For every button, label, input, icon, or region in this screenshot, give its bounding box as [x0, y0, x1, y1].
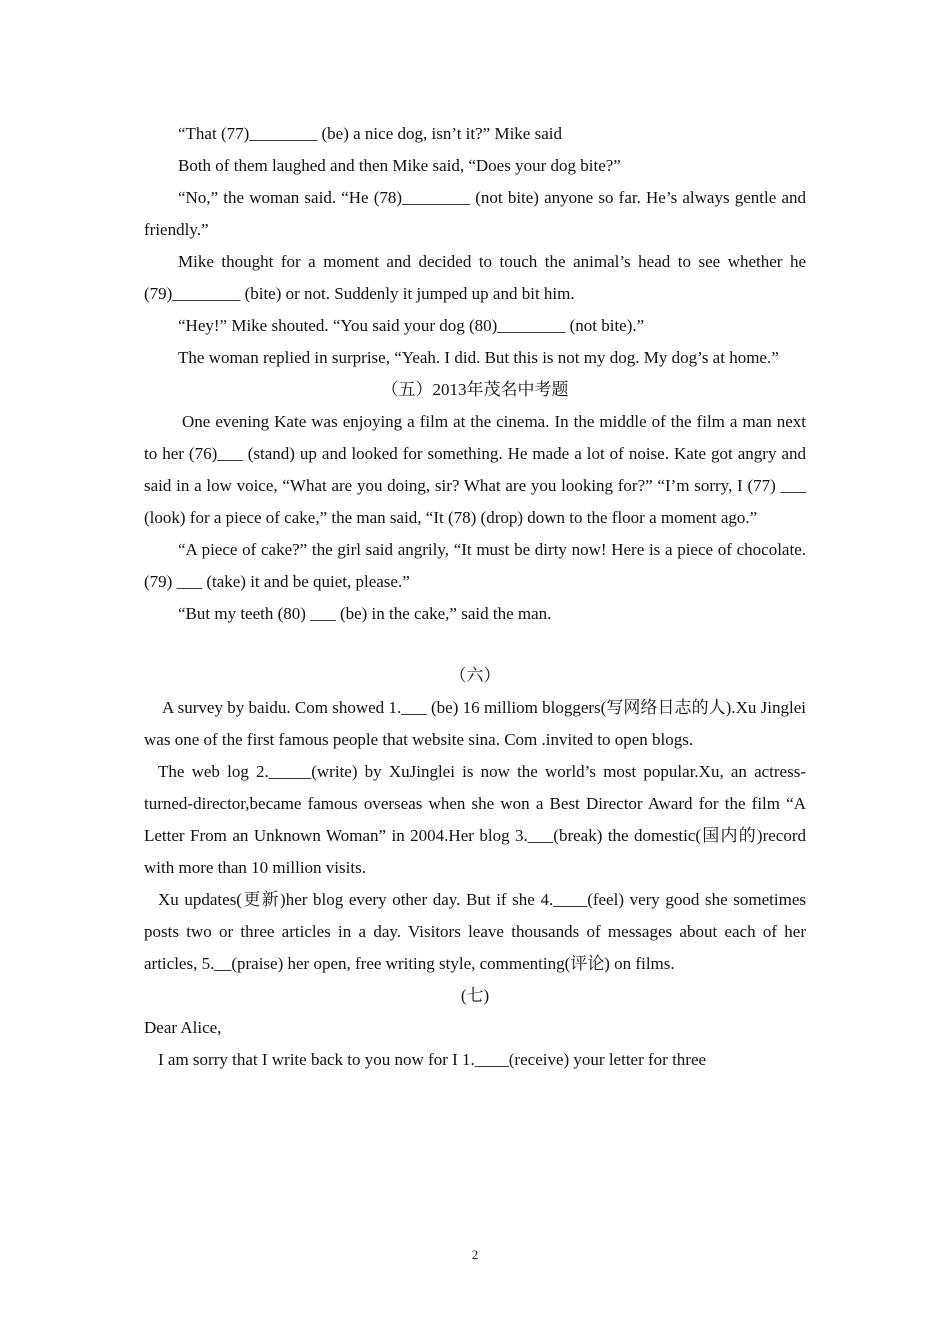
page-number: 2 [471, 1247, 479, 1262]
spacer [144, 630, 806, 660]
story-line: “No,” the woman said. “He (78)________ (not bite) anyone so far. He’s always gentle and friendly.” [144, 188, 806, 239]
story-line: The woman replied in surprise, “Yeah. I did. But this is not my dog. My dog’s at home.” [178, 348, 779, 367]
section6-paragraph: The web log 2._____(write) by XuJinglei is now the world’s most popular.Xu, an actress-turned-director,became famous overseas when she won a Best Director Award for the film “A Letter From an Unknown Woman” in 2004.Her blog 3.___(break) the domestic(国内的)record with more than 10 million visits. [144, 762, 806, 877]
section6-paragraph: A survey by baidu. Com showed 1.___ (be) 16 milliom bloggers(写网络日志的人).Xu Jinglei was one of the first famous people that website sina. Com .invited to open blogs. [144, 698, 806, 749]
section5-paragraph: “A piece of cake?” the girl said angrily, “It must be dirty now! Here is a piece of chocolate. (79) ___ (take) it and be quiet, please.” [144, 540, 806, 591]
letter-greeting: Dear Alice, [144, 1018, 222, 1037]
section5-paragraph: One evening Kate was enjoying a film at the cinema. In the middle of the film a man next to her (76)___ (stand) up and looked for something. He made a lot of noise. Kate got angry and said in a low voice, “What are you doing, sir? What are you looking for?” “I’m sorry, I (77) ___ (look) for a piece of cake,” the man said, “It (78) (drop) down to the floor a moment ago.” [144, 412, 806, 527]
letter-paragraph: I am sorry that I write back to you now for I 1.____(receive) your letter for three [158, 1050, 707, 1069]
section-heading-7: (七) [460, 986, 490, 1005]
story-line: “That (77)________ (be) a nice dog, isn’t it?” Mike said [178, 124, 562, 143]
section-heading-5: （五）2013年茂名中考题 [381, 380, 569, 399]
section5-paragraph: “But my teeth (80) ___ (be) in the cake,” said the man. [178, 604, 552, 623]
story-line: Both of them laughed and then Mike said, “Does your dog bite?” [178, 156, 621, 175]
section6-paragraph: Xu updates(更新)her blog every other day. But if she 4.____(feel) very good she sometimes posts two or three articles in a day. Visitors leave thousands of messages about each of her articles, 5.__(praise) her open, free writing style, commenting(评论) on films. [144, 890, 806, 973]
document-page [144, 118, 806, 1076]
story-line: Mike thought for a moment and decided to touch the animal’s head to see whether he (79)________ (bite) or not. Suddenly it jumped up and bit him. [144, 252, 806, 303]
section-heading-6: （六） [449, 666, 501, 685]
story-line: “Hey!” Mike shouted. “You said your dog (80)________ (not bite).” [178, 316, 645, 335]
